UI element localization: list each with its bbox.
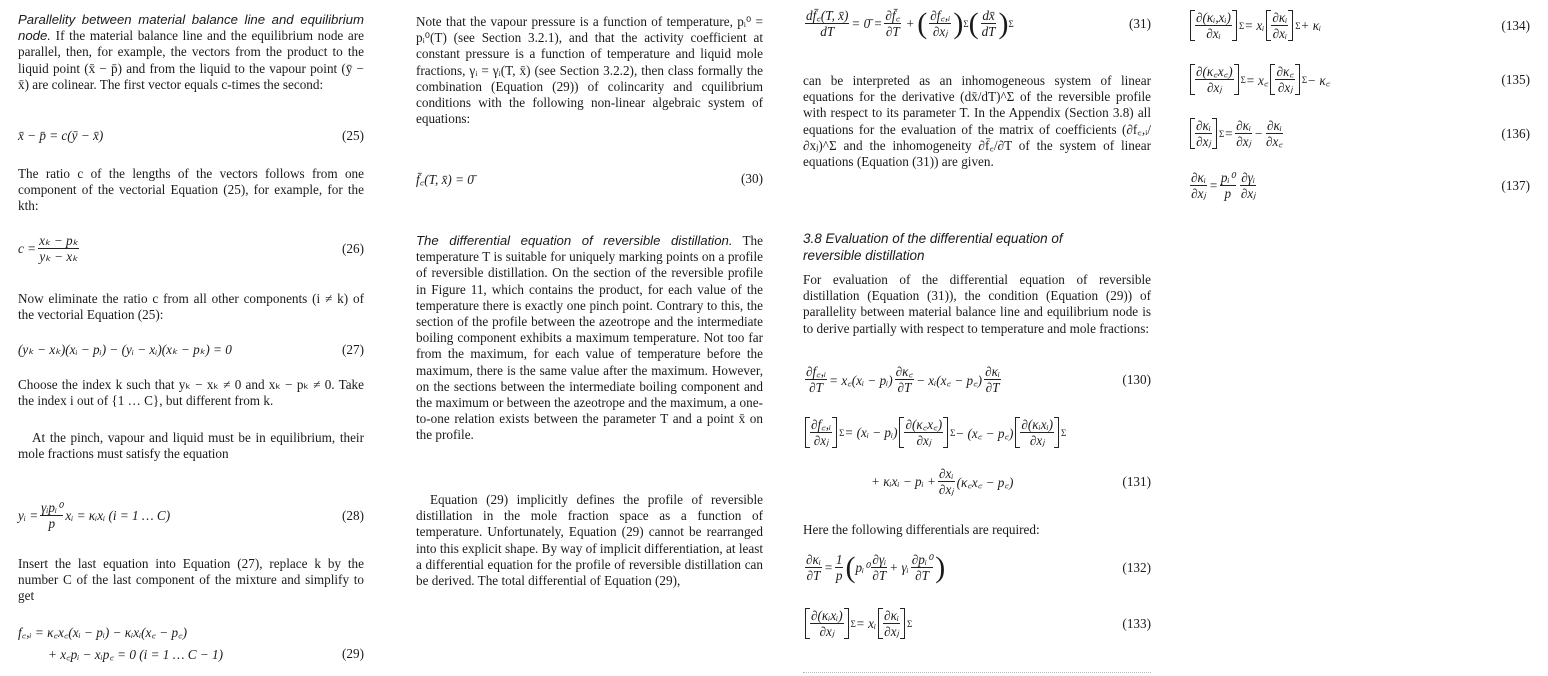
equation-29-line-2 xyxy=(18,645,364,663)
denominator: ∂xⱼ xyxy=(1196,134,1211,149)
bracket xyxy=(805,417,837,448)
denominator: p xyxy=(1224,186,1232,201)
denominator: ∂xⱼ xyxy=(1029,433,1045,448)
numerator: ∂κ꜀ xyxy=(1276,64,1294,79)
numerator: ∂f꜀,ᵢ xyxy=(811,417,832,432)
numerator: ∂(κᵢxᵢ) xyxy=(1021,417,1054,432)
equation-31: $\frac{df̄꜀(T, x̄)}{dT}$ = 0̄ = $\frac{\partial f̄꜀}{\partial T}$ + ( $\frac{\text{∂f꜀,ᵢ}}{\text{∂xⱼ}}$ ) Σ ( $\frac{dx̄}{dT}$ ) Σ (31) xyxy=(806,6,1151,40)
equation-body: f̄꜀(T, x̄) = 0̄ xyxy=(416,172,474,187)
equation-131-line-2 xyxy=(803,466,1151,497)
denominator: p xyxy=(48,516,56,531)
sigma-superscript: Σ xyxy=(839,427,845,438)
denominator: ∂xᵢ xyxy=(1272,26,1288,41)
sigma-superscript: Σ xyxy=(1238,20,1245,31)
fraction xyxy=(1195,64,1234,95)
paragraph: Equation (29) implicitly defines the profile of reversible distillation in the mole fraction space as a function of temperature. Unfortunately, Equation (29) cannot be rearranged into this explicit shape. By way of implicit differentiation, at least a differential equation for the profile of reversible distillation can be derived. The total differential of Equation (29), xyxy=(416,492,763,589)
denominator: yₖ − xₖ xyxy=(39,249,78,264)
equation-27 xyxy=(18,342,364,358)
fraction xyxy=(904,417,943,448)
paragraph xyxy=(18,12,364,93)
fraction xyxy=(981,8,997,39)
bracket xyxy=(1190,10,1237,41)
sigma-superscript: Σ xyxy=(906,618,913,629)
equation-number: (31) xyxy=(1129,15,1151,31)
paragraph: Here the following differentials are required: xyxy=(803,522,1040,537)
equation-30 xyxy=(416,170,763,188)
equation-term: = x꜀ xyxy=(1245,72,1269,88)
equation-term: pᵢ⁰ xyxy=(855,559,870,575)
denominator: ∂xⱼ xyxy=(884,624,899,639)
equation-term: − xyxy=(1254,125,1263,141)
equation-26 xyxy=(18,233,364,264)
fraction xyxy=(810,417,832,448)
paragraph: Insert the last equation into Equation (27), replace k by the number C of the last component of the mixture and simplify to get xyxy=(18,556,364,604)
numerator: ∂(κᵢ,xᵢ) xyxy=(1196,10,1231,25)
numerator: ∂pᵢ⁰ xyxy=(911,552,933,567)
equation-number: (131) xyxy=(1122,473,1151,489)
bracket xyxy=(899,417,948,448)
fraction xyxy=(1235,118,1252,149)
sigma-superscript: Σ xyxy=(1301,74,1308,85)
numerator: ∂γᵢ xyxy=(872,552,887,567)
fraction xyxy=(884,8,901,39)
paragraph: For evaluation of the differential equation of reversible distillation (Equation (31)), the condition (Equation (29)) of parallelity between material balance line and equilibrium node is to derive partially with respect to temperature and mole fractions: xyxy=(803,272,1151,336)
paragraph-text: The temperature T is suitable for uniquely marking points on a profile of reversible distillation. On the section of the reversible profile in Figure 11, which contains the product, for each value of the temperature there is exactly one pinch point. Contrary to this, the section of the profile between the azeotrope and the intermediate boiling component exhibits a maximum temperature. Not too far from the maximum, for each value of temperature before the maximum, there is the same value after the maximum. However, on the sections between the intermediate boiling component and the maximum or between the azeotrope and the maximum, a one-to-one relation exists between the parameter T and a point x̄ on the profile. xyxy=(416,233,764,443)
equation-term: = xyxy=(823,559,833,575)
equation-term: − κ꜀ xyxy=(1307,72,1331,88)
fraction xyxy=(1275,64,1294,95)
denominator: ∂T xyxy=(897,380,912,395)
fraction xyxy=(883,608,900,639)
equation-body: f꜀,ᵢ = κ꜀x꜀(xᵢ − pᵢ) − κᵢxᵢ(x꜀ − p꜀) xyxy=(18,625,188,640)
fraction xyxy=(805,552,822,583)
denominator: ∂xⱼ xyxy=(819,624,835,639)
denominator: ∂xᵢ xyxy=(1206,26,1221,41)
equation-134 xyxy=(1188,10,1530,41)
denominator: ∂xⱼ xyxy=(932,24,948,39)
numerator: ∂(κ꜀x꜀) xyxy=(1196,64,1233,79)
equation-25 xyxy=(18,128,364,144)
denominator: ∂xⱼ xyxy=(1206,80,1222,95)
fraction xyxy=(1240,170,1257,201)
denominator: ∂xⱼ xyxy=(1236,134,1251,149)
denominator: ∂T xyxy=(806,568,821,583)
equation-number: (28) xyxy=(342,507,364,523)
numerator: ∂κᵢ xyxy=(985,364,1000,379)
sigma-superscript: Σ xyxy=(1008,18,1014,29)
fraction xyxy=(810,608,844,639)
equation-136 xyxy=(1188,118,1530,149)
denominator: ∂xⱼ xyxy=(938,482,954,497)
numerator: ∂κᵢ xyxy=(884,608,899,623)
equation-number: (137) xyxy=(1501,177,1530,193)
equation-130 xyxy=(803,364,1151,395)
equation-number: (136) xyxy=(1501,125,1530,141)
equation-number: (135) xyxy=(1501,71,1530,87)
numerator: ∂f̄꜀ xyxy=(885,8,901,23)
equation-132: $\frac{\text{∂κᵢ}}{\partial T}$ = $\frac{1}{p}$ ( pᵢ⁰ $\frac{\text{∂γᵢ}}{\partial T}$ + γᵢ $\frac{\text{∂pᵢ⁰}}{\partial T}$ ) (132) xyxy=(806,550,1151,584)
numerator: ∂xᵢ xyxy=(939,466,954,481)
equation-number: (27) xyxy=(342,342,364,357)
bracket xyxy=(1190,64,1239,95)
equation-133 xyxy=(803,608,1151,639)
fraction xyxy=(805,8,849,39)
equation-number: (26) xyxy=(342,240,364,256)
denominator: ∂T xyxy=(872,568,887,583)
fraction xyxy=(895,364,914,395)
equation-number: (132) xyxy=(1122,559,1151,575)
bracket xyxy=(1190,118,1217,149)
equation-number: (130) xyxy=(1122,371,1151,387)
numerator: 1 xyxy=(835,552,843,567)
denominator: ∂T xyxy=(915,568,929,583)
numerator: ∂κᵢ xyxy=(1191,170,1206,185)
run-in-heading: The differential equation of reversible distillation. xyxy=(416,233,733,248)
equation-term: + κᵢxᵢ − pᵢ + xyxy=(871,473,936,489)
equation-135 xyxy=(1188,64,1530,95)
paragraph: The ratio c of the lengths of the vectors follows from one component of the vectorial Equation (25), for example, for the kth: xyxy=(18,166,364,214)
equation-body: x̄ − p̄ = c(ȳ − x̄) xyxy=(18,128,104,143)
equation-number: (29) xyxy=(342,646,364,661)
equation-term: = xyxy=(1224,125,1234,141)
denominator: ∂T xyxy=(809,380,823,395)
equation-term: + κᵢ xyxy=(1300,17,1322,33)
equation-term: (κ꜀x꜀ − p꜀) xyxy=(956,474,1014,490)
equation-number: (25) xyxy=(342,128,364,143)
equation-28 xyxy=(18,500,364,531)
fraction xyxy=(984,364,1001,395)
denominator: dT xyxy=(981,24,996,39)
fraction xyxy=(1271,10,1288,41)
equation-term: + γᵢ xyxy=(889,559,909,575)
paragraph xyxy=(416,233,763,444)
equation-29-line-1 xyxy=(18,623,364,641)
numerator: ∂f꜀,ᵢ xyxy=(806,364,827,379)
sigma-superscript: Σ xyxy=(1061,427,1067,438)
paragraph: At the pinch, vapour and liquid must be in equilibrium, their mole fractions must satisfy the equation xyxy=(18,430,364,462)
paragraph: Now eliminate the ratio c from all other components (i ≠ k) of the vectorial Equation (25): xyxy=(18,291,364,323)
denominator: ∂xⱼ xyxy=(916,433,932,448)
bracket xyxy=(1270,64,1299,95)
numerator: xₖ − pₖ xyxy=(39,233,79,248)
numerator: ∂(κᵢxᵢ) xyxy=(811,608,843,623)
denominator: p xyxy=(835,568,843,583)
equation-number: (133) xyxy=(1122,615,1151,631)
equation-term: = xᵢ xyxy=(1244,17,1265,33)
sigma-superscript: Σ xyxy=(963,18,969,29)
denominator: ∂T xyxy=(985,380,1000,395)
equation-term: = xᵢ xyxy=(855,615,877,631)
paragraph-text: If the material balance line and the equilibrium node are parallel, then, for example, the vectors from the product to the liquid point (x̄ − p̄) and from the liquid to the vapour point (ȳ − x̄) are colinear. The first vector equals c-times the second: xyxy=(18,28,365,92)
equation-lhs: yᵢ = xyxy=(18,507,39,523)
numerator: df̄꜀(T, x̄) xyxy=(806,8,849,23)
equation-term: = 0̄ = xyxy=(851,15,883,31)
equation-term: = x꜀(xᵢ − pᵢ) xyxy=(829,372,893,388)
numerator: dx̄ xyxy=(982,8,995,23)
bracket xyxy=(1015,417,1059,448)
paragraph: can be interpreted as an inhomogeneous system of linear equations for the derivative (dx̄/dT)^Σ of the reversible profile with respect to its parameter T. In the Appendix (Section 3.8) all equations for the evaluation of the matrix of coefficients (∂f꜀,ᵢ/∂xⱼ)^Σ and the inhomogeneity ∂f̄꜀/∂T of the system of linear equations (Equation (31)) are given. xyxy=(803,73,1151,170)
equation-lhs: c = xyxy=(18,240,37,256)
bracket xyxy=(805,608,849,639)
denominator: ∂T xyxy=(885,24,900,39)
fraction xyxy=(871,552,887,583)
sigma-superscript: Σ xyxy=(1218,128,1225,139)
numerator: ∂κᵢ xyxy=(1196,118,1211,133)
fraction xyxy=(1265,118,1284,149)
equation-term: − xᵢ(x꜀ − p꜀) xyxy=(916,372,983,388)
equation-number: (134) xyxy=(1501,17,1530,33)
paragraph: Choose the index k such that yₖ − xₖ ≠ 0 and xₖ − pₖ ≠ 0. Take the index i out of {1 … C}, but different from k. xyxy=(18,377,364,409)
equation-term: = (xᵢ − pᵢ) xyxy=(844,424,898,440)
sigma-superscript: Σ xyxy=(1295,20,1301,31)
run-in-heading: Parallelity between material balance line and equilibrium node. xyxy=(18,12,364,44)
fraction xyxy=(1020,417,1054,448)
fraction xyxy=(1190,170,1207,201)
sigma-superscript: Σ xyxy=(850,618,856,629)
sigma-superscript: Σ xyxy=(950,427,956,438)
denominator: dT xyxy=(820,24,835,39)
fraction xyxy=(38,233,79,264)
fraction xyxy=(929,8,951,39)
fraction xyxy=(1195,10,1232,41)
numerator: γᵢpᵢ⁰ xyxy=(41,500,63,515)
fraction xyxy=(938,466,955,497)
paragraph: Note that the vapour pressure is a function of temperature, pᵢ⁰ = pᵢ⁰(T) (see Section 3.2.1), and that the activity coefficient at constant pressure is a function of temperature and liquid mole fractions, γᵢ = γᵢ(T, x̄) (see Section 3.2.2), then class formally the combination (Equation (29)) of colincarity and cquilibrium conditions with the following non-linear algebraic system of equations: xyxy=(416,14,763,127)
fraction xyxy=(1220,170,1236,201)
equation-131-line-1 xyxy=(803,417,1151,448)
numerator: ∂γᵢ xyxy=(1241,170,1256,185)
numerator: ∂(κ꜀x꜀) xyxy=(905,417,943,432)
equation-137 xyxy=(1188,170,1530,201)
fraction xyxy=(1195,118,1212,149)
denominator: ∂xⱼ xyxy=(813,433,829,448)
fraction xyxy=(805,364,827,395)
bracket xyxy=(878,608,905,639)
numerator: ∂κᵢ xyxy=(1236,118,1252,133)
equation-term: − (x꜀ − p꜀) xyxy=(955,425,1014,441)
equation-body: (yₖ − xₖ)(xᵢ − pᵢ) − (yᵢ − xᵢ)(xₖ − pₖ) = 0 xyxy=(18,342,232,357)
numerator: ∂f꜀,ᵢ xyxy=(930,8,951,23)
fraction xyxy=(835,552,844,583)
sigma-superscript: Σ xyxy=(1240,74,1246,85)
equation-rhs: xᵢ = κᵢxᵢ (i = 1 … C) xyxy=(65,507,171,523)
numerator: ∂κᵢ xyxy=(1272,10,1288,25)
numerator: ∂κ꜀ xyxy=(895,364,914,379)
denominator: ∂xⱼ xyxy=(1277,80,1293,95)
denominator: ∂xⱼ xyxy=(1240,186,1256,201)
cut-off-line xyxy=(803,672,1151,676)
fraction xyxy=(40,500,63,531)
denominator: ∂x꜀ xyxy=(1265,134,1283,149)
equation-term: = xyxy=(1208,177,1218,193)
equation-body: + x꜀pᵢ − xᵢp꜀ = 0 (i = 1 … C − 1) xyxy=(48,647,223,662)
numerator: pᵢ⁰ xyxy=(1220,170,1235,185)
bracket xyxy=(1266,10,1293,41)
fraction xyxy=(911,552,933,583)
denominator: ∂xⱼ xyxy=(1191,186,1206,201)
equation-number: (30) xyxy=(741,171,763,186)
numerator: ∂κᵢ xyxy=(806,552,821,567)
numerator: ∂κᵢ xyxy=(1266,118,1282,133)
section-heading: 3.8 Evaluation of the differential equation of reversible distillation xyxy=(803,231,1063,263)
